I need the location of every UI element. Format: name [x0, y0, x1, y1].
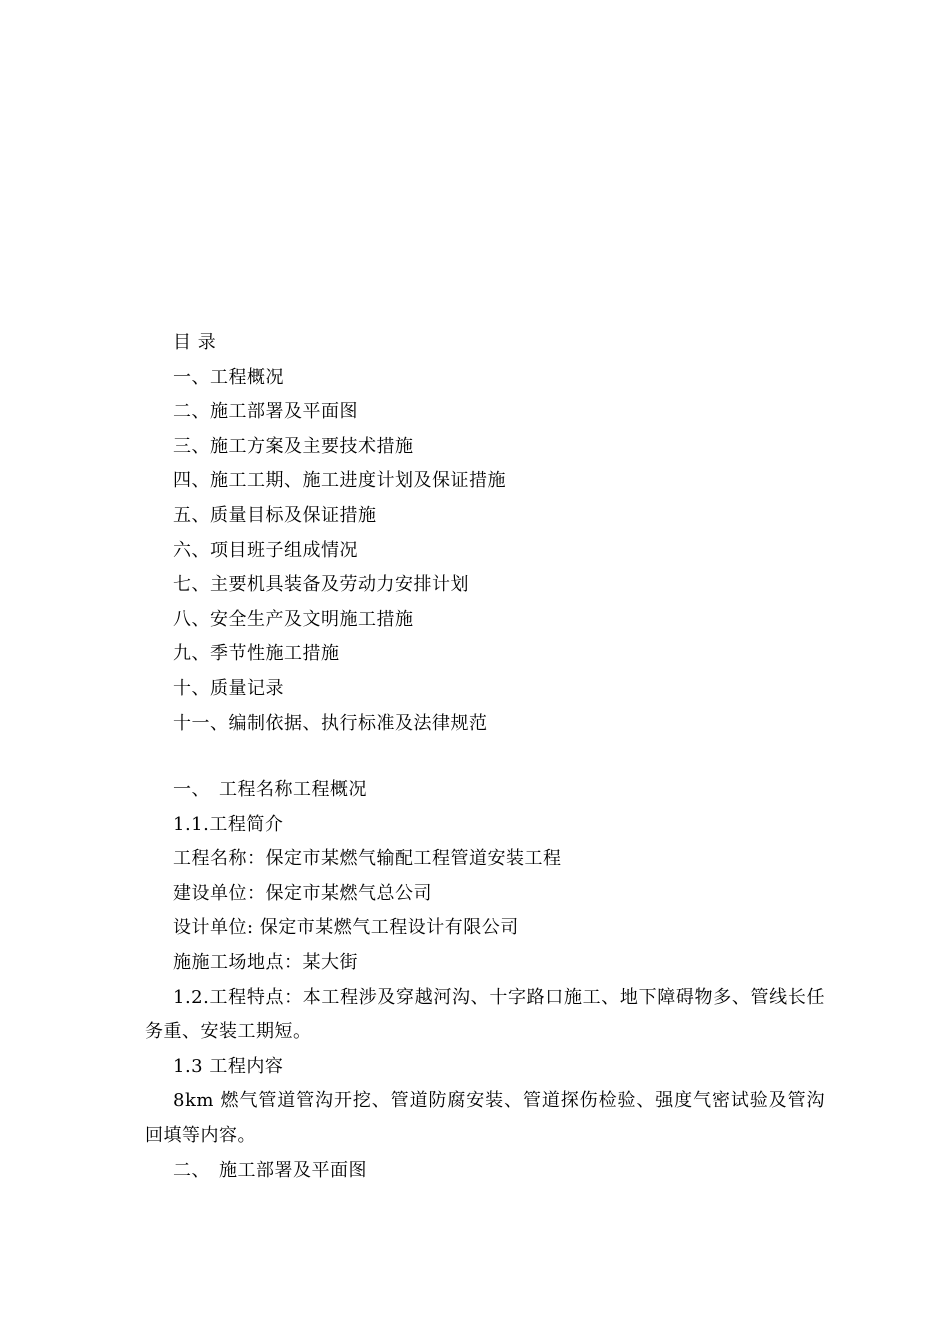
toc-item: 一、工程概况 — [173, 366, 284, 388]
toc-item: 六、项目班子组成情况 — [173, 539, 358, 561]
toc-item: 十、质量记录 — [173, 677, 284, 699]
toc-title: 目 录 — [173, 332, 217, 353]
document-body — [145, 773, 825, 1188]
subsection-title: 1.1.工程简介 — [173, 813, 284, 835]
toc-item: 五、质量目标及保证措施 — [173, 504, 377, 526]
project-name: 工程名称：保定市某燃气输配工程管道安装工程 — [173, 848, 562, 870]
section-title: 工程名称工程概况 — [219, 779, 367, 800]
owner-unit: 建设单位：保定市某燃气总公司 — [173, 882, 432, 904]
toc-item: 九、季节性施工措施 — [173, 643, 340, 665]
section-title: 施工部署及平面图 — [219, 1159, 367, 1181]
toc-item: 七、主要机具装备及劳动力安排计划 — [173, 574, 469, 596]
toc-item: 三、施工方案及主要技术措施 — [173, 435, 414, 457]
toc-item: 四、施工工期、施工进度计划及保证措施 — [173, 470, 506, 492]
toc-item: 十一、编制依据、执行标准及法律规范 — [173, 712, 488, 734]
toc-item: 八、安全生产及文明施工措施 — [173, 608, 414, 630]
design-unit: 设计单位: 保定市某燃气工程设计有限公司 — [173, 917, 519, 939]
table-of-contents — [173, 326, 833, 741]
subsection-title: 1.3 工程内容 — [173, 1055, 284, 1077]
project-content-paragraph: 8km 燃气管道管沟开挖、管道防腐安装、管道探伤检验、强度气密试验及管沟回填等内容。 — [145, 1090, 825, 1146]
section-number: 二、 — [173, 1159, 210, 1181]
section-heading — [145, 773, 825, 808]
section-number: 一、 — [173, 779, 210, 800]
toc-item: 二、施工部署及平面图 — [173, 401, 358, 423]
site-location: 施施工场地点：某大街 — [173, 951, 358, 973]
section-heading — [145, 1154, 825, 1189]
project-features-paragraph: 1.2.工程特点：本工程涉及穿越河沟、十字路口施工、地下障碍物多、管线长任务重、安装工期短。 — [145, 986, 825, 1043]
